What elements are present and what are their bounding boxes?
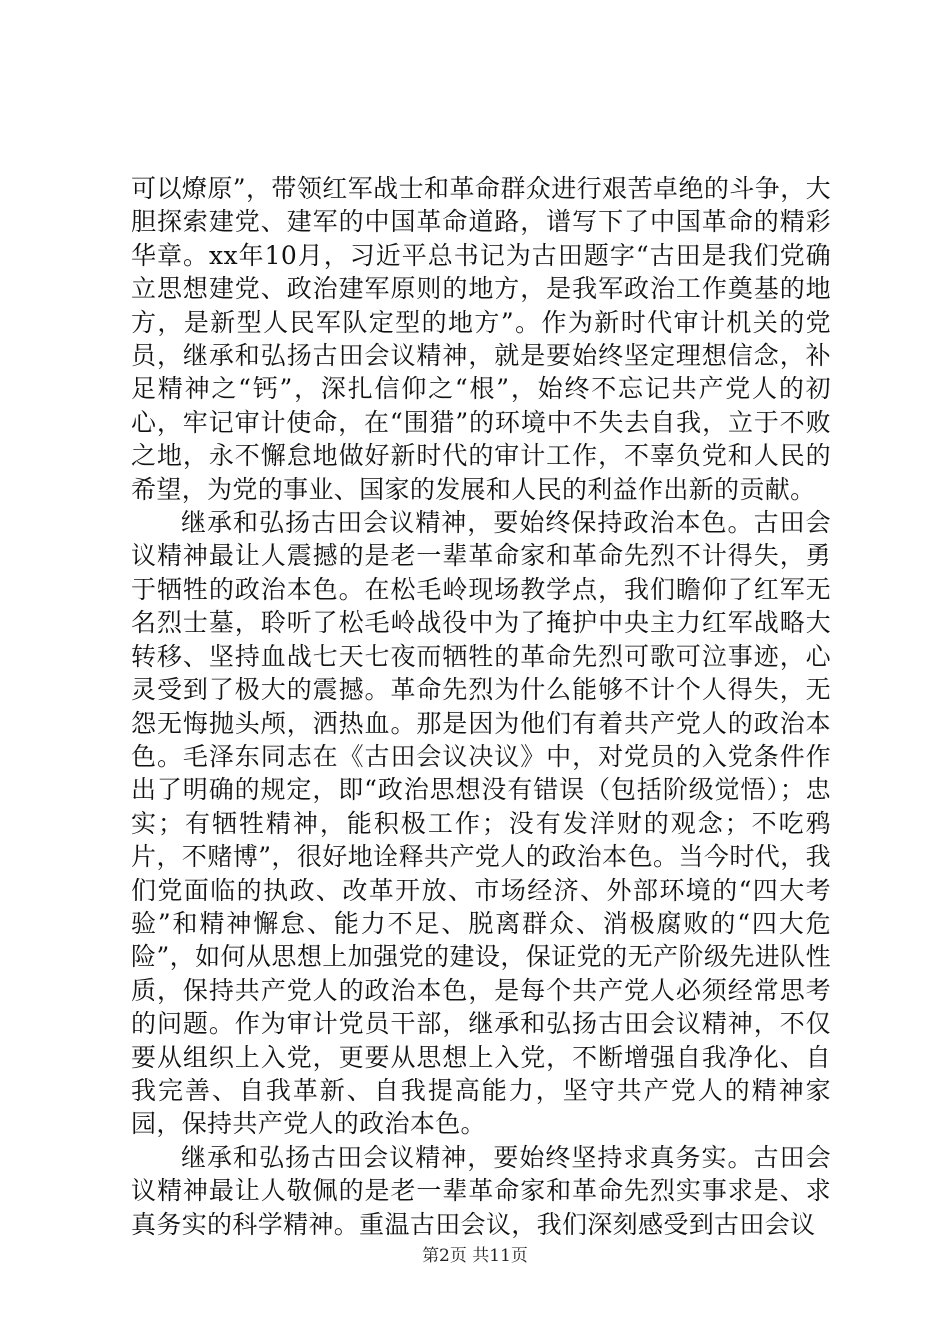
paragraph-seek-truth: 继承和弘扬古田会议精神，要始终坚持求真务实。古田会议精神最让人敬佩的是老一辈革命家和革命先烈实事求是、求真务实的科学精神。重温古田会议，我们深刻感受到古田会议 xyxy=(131,1142,831,1239)
paragraph-continuation: 可以燎原”，带领红军战士和革命群众进行艰苦卓绝的斗争，大胆探索建党、建军的中国革命道路，谱写下了中国革命的精彩华章。xx年10月，习近平总书记为古田题字“古田是我们党确立思想建党、政治建军原则的地方，是我军政治工作奠基的地方，是新型人民军队定型的地方”。作为新时代审计机关的党员，继承和弘扬古田会议精神，就是要始终坚定理想信念，补足精神之“钙”，深扎信仰之“根”，始终不忘记共产党人的初心，牢记审计使命，在“围猎”的环境中不失去自我，立于不败之地，永不懈怠地做好新时代的审计工作，不辜负党和人民的希望，为党的事业、国家的发展和人民的利益作出新的贡献。 xyxy=(131,174,831,504)
page-number-footer: 第2页 共11页 xyxy=(422,1246,528,1266)
paragraph-political-character: 继承和弘扬古田会议精神，要始终保持政治本色。古田会议精神最让人震撼的是老一辈革命家和革命先烈不计得失，勇于牺牲的政治本色。在松毛岭现场教学点，我们瞻仰了红军无名烈士墓，聆听了松毛岭战役中为了掩护中央主力红军战略大转移、坚持血战七天七夜而牺牲的革命先烈可歌可泣事迹，心灵受到了极大的震撼。革命先烈为什么能够不计个人得失，无怨无悔抛头颅，洒热血。那是因为他们有着共产党人的政治本色。毛泽东同志在《古田会议决议》中，对党员的入党条件作出了明确的规定，即“政治思想没有错误（包括阶级觉悟）；忠实；有牺牲精神，能积极工作；没有发洋财的观念；不吃鸦片，不赌博”，很好地诠释共产党人的政治本色。当今时代，我们党面临的执政、改革开放、市场经济、外部环境的“四大考验”和精神懈怠、能力不足、脱离群众、消极腐败的“四大危险”，如何从思想上加强党的建设，保证党的无产阶级先进队性质，保持共产党人的政治本色，是每个共产党人必须经常思考的问题。作为审计党员干部，继承和弘扬古田会议精神，不仅要从组织上入党，更要从思想上入党，不断增强自我净化、自我完善、自我革新、自我提高能力，坚守共产党人的精神家园，保持共产党人的政治本色。 xyxy=(131,508,831,1139)
document-body xyxy=(131,172,831,1241)
